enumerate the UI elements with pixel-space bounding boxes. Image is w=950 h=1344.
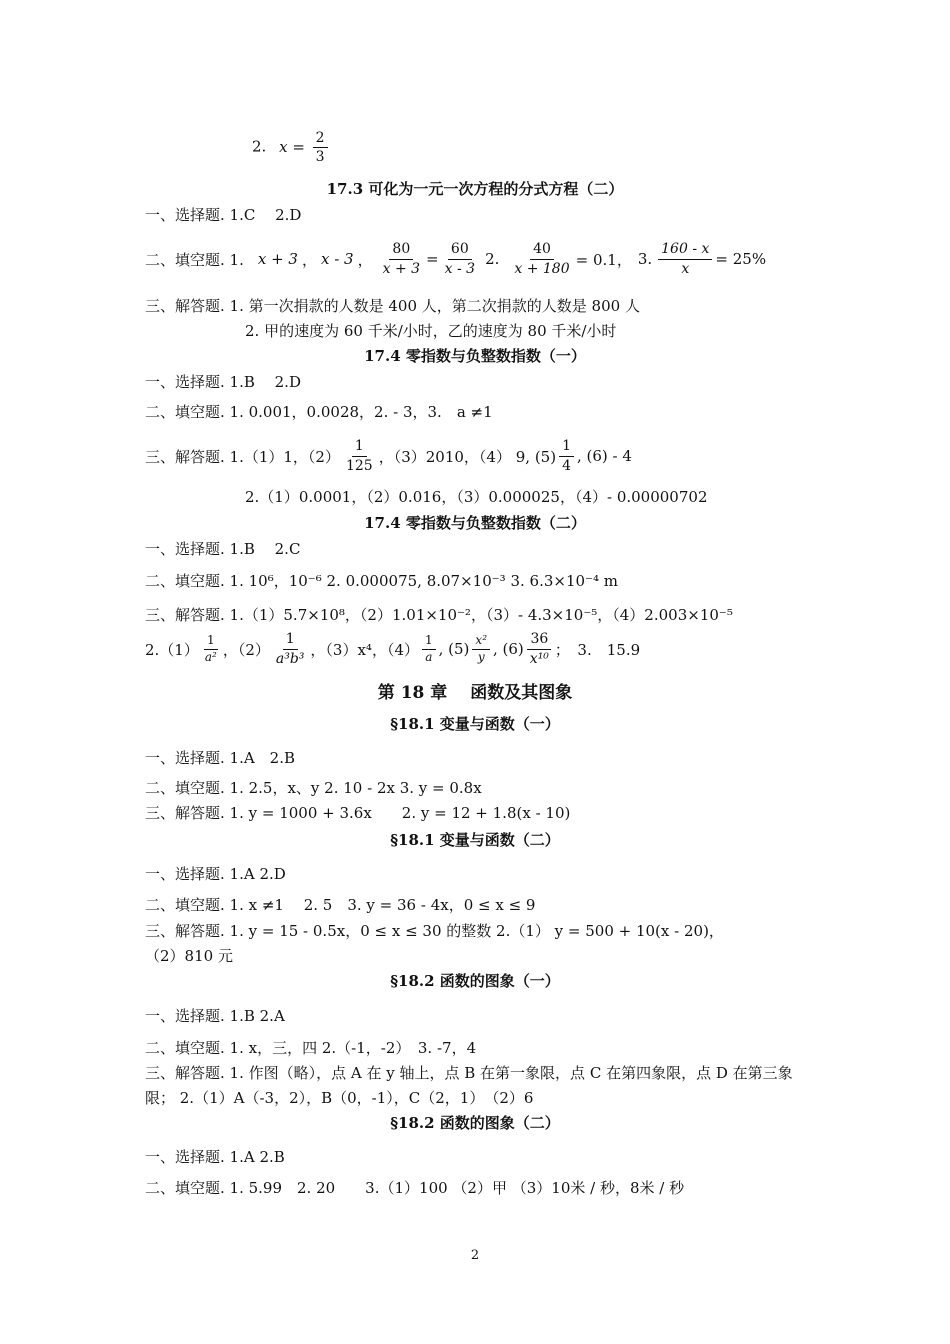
fraction: $\frac{1}{125}$ — [345, 438, 373, 474]
fraction: $\frac{\text{x²}}{y}$ — [472, 634, 490, 665]
fraction: $\frac{1}{a}$ — [422, 634, 436, 665]
section-heading: §18.2 函数的图象（二） — [390, 1114, 560, 1132]
section-heading: 17.4 零指数与负整数指数（二） — [364, 514, 586, 532]
page-number: 2 — [470, 1248, 480, 1263]
section-heading: §18.1 变量与函数（二） — [390, 831, 560, 849]
fraction: $\frac{2}{3}$ — [313, 130, 328, 165]
fraction: $\frac{1}{4}$ — [559, 438, 574, 473]
section-heading: 17.3 可化为一元一次方程的分式方程（二） — [326, 180, 624, 198]
fraction: $\frac{40}{x + 180}$ — [514, 241, 570, 277]
fraction: $\frac{80}{x + 3}$ — [382, 241, 421, 277]
math-text: x - 3 — [320, 250, 354, 268]
section-heading: 17.4 零指数与负整数指数（一） — [364, 347, 586, 365]
document-page: 2. x = $\frac{2}{3}$ 17.3 可化为一元一次方程的分式方程（二） 一、选择题. 1.C 2.D 二、填空题. 1. x + 3 ， x - 3 ， $\frac{80}{x + 3}$ = $\frac{60}{x - 3}$ 2. $\frac{40}{x + 180}$ = 0.1， 3. $\frac{160 - x}{x}$ = 25% 三、解答题. 1. 第一次捐款的人数是 400 人，第二次捐款的人数是 800 人 2. 甲的速度为 60 千米/小时，乙的速度为 80 千米/小时 17.4 零指数与负整数指数（一） 一、选择题. 1.B 2.D 二、填空题. 1. 0.001，0.0028，2. - 3，3. a ≠1 三、解答题. 1.（1）1，（2） $\frac{1}{125}$ ，（3）2010，（4） 9, (5) $\frac{1}{4}$ , (6) - 4 2.（1）0.0001，（2）0.016，（3）0.000025，（4）- 0.00000702 17.4 零指数与负整数指数（二） 一、选择题. 1.B 2.C 二、填空题. 1. 10⁶，10⁻⁶ 2. 0.000075, 8.07×10⁻³ 3. 6.3×10⁻⁴ m 三、解答题. 1.（1）5.7×10⁸，（2）1.01×10⁻²，（3）- 4.3×10⁻⁵，（4）2.003×10⁻⁵ 2.（1） $\frac{1}{\text{a²}}$ ，（2） $\frac{1}{\text{a³b³}}$ ，（3）x⁴，（4） $\frac{1}{a}$ , (5) $\frac{\text{x²}}{y}$ , (6) $\frac{36}{\text{x¹⁰}}$ ； 3. 15.9 第 18 章 函数及其图象 §18.1 变量与函数（一） 一、选择题. 1.A 2.B 二、填空题. 1. 2.5，x、y 2. 10 - 2x 3. y = 0.8x 三、解答题. 1. y = 1000 + 3.6x 2. y = 12 + 1.8(x - 10) §18.1 变量与函数（二） 一、选择题. 1.A 2.D 二、填空题. 1. x ≠1 2. 5 3. y = 36 - 4x，0 ≤ x ≤ 9 三、解答题. 1. y = 15 - 0.5x，0 ≤ x ≤ 30 的整数 2.（1） y = 500 + 10(x - 20)， （2）810 元 §18.2 函数的图象（一） 一、选择题. 1.B 2.A 二、填空题. 1. x，三，四 2.（-1，-2） 3. -7，4 三、解答题. 1. 作图（略），点 A 在 y 轴上，点 B 在第一象限，点 C 在第四象限，点 D 在第三象 限； 2.（1）A（-3，2），B（0，-1），C（2，1） （2）6 §18.2 函数的图象（二） 一、选择题. 1.A 2.B 二、填空题. 1. 5.99 2. 20 3.（1）100 （2）甲 （3）10米 / 秒，8米 / 秒 2 — [0, 0, 950, 1344]
fraction: $\frac{1}{\text{a³b³}}$ — [275, 631, 305, 667]
math-text: x = — [279, 137, 305, 156]
text: 2. — [252, 137, 267, 156]
section-heading: §18.1 变量与函数（一） — [390, 715, 560, 733]
chapter-heading: 第 18 章 函数及其图象 — [377, 683, 573, 703]
math-text: x + 3 — [257, 250, 298, 268]
section-heading: §18.2 函数的图象（一） — [390, 972, 560, 990]
text: 二、填空题. 1. — [145, 250, 244, 269]
fraction: $\frac{1}{\text{a²}}$ — [204, 632, 217, 664]
fraction: $\frac{36}{\text{x¹⁰}}$ — [527, 631, 552, 666]
fraction: $\frac{160 - x}{x}$ — [658, 241, 712, 276]
fraction: $\frac{60}{x - 3}$ — [444, 241, 476, 277]
